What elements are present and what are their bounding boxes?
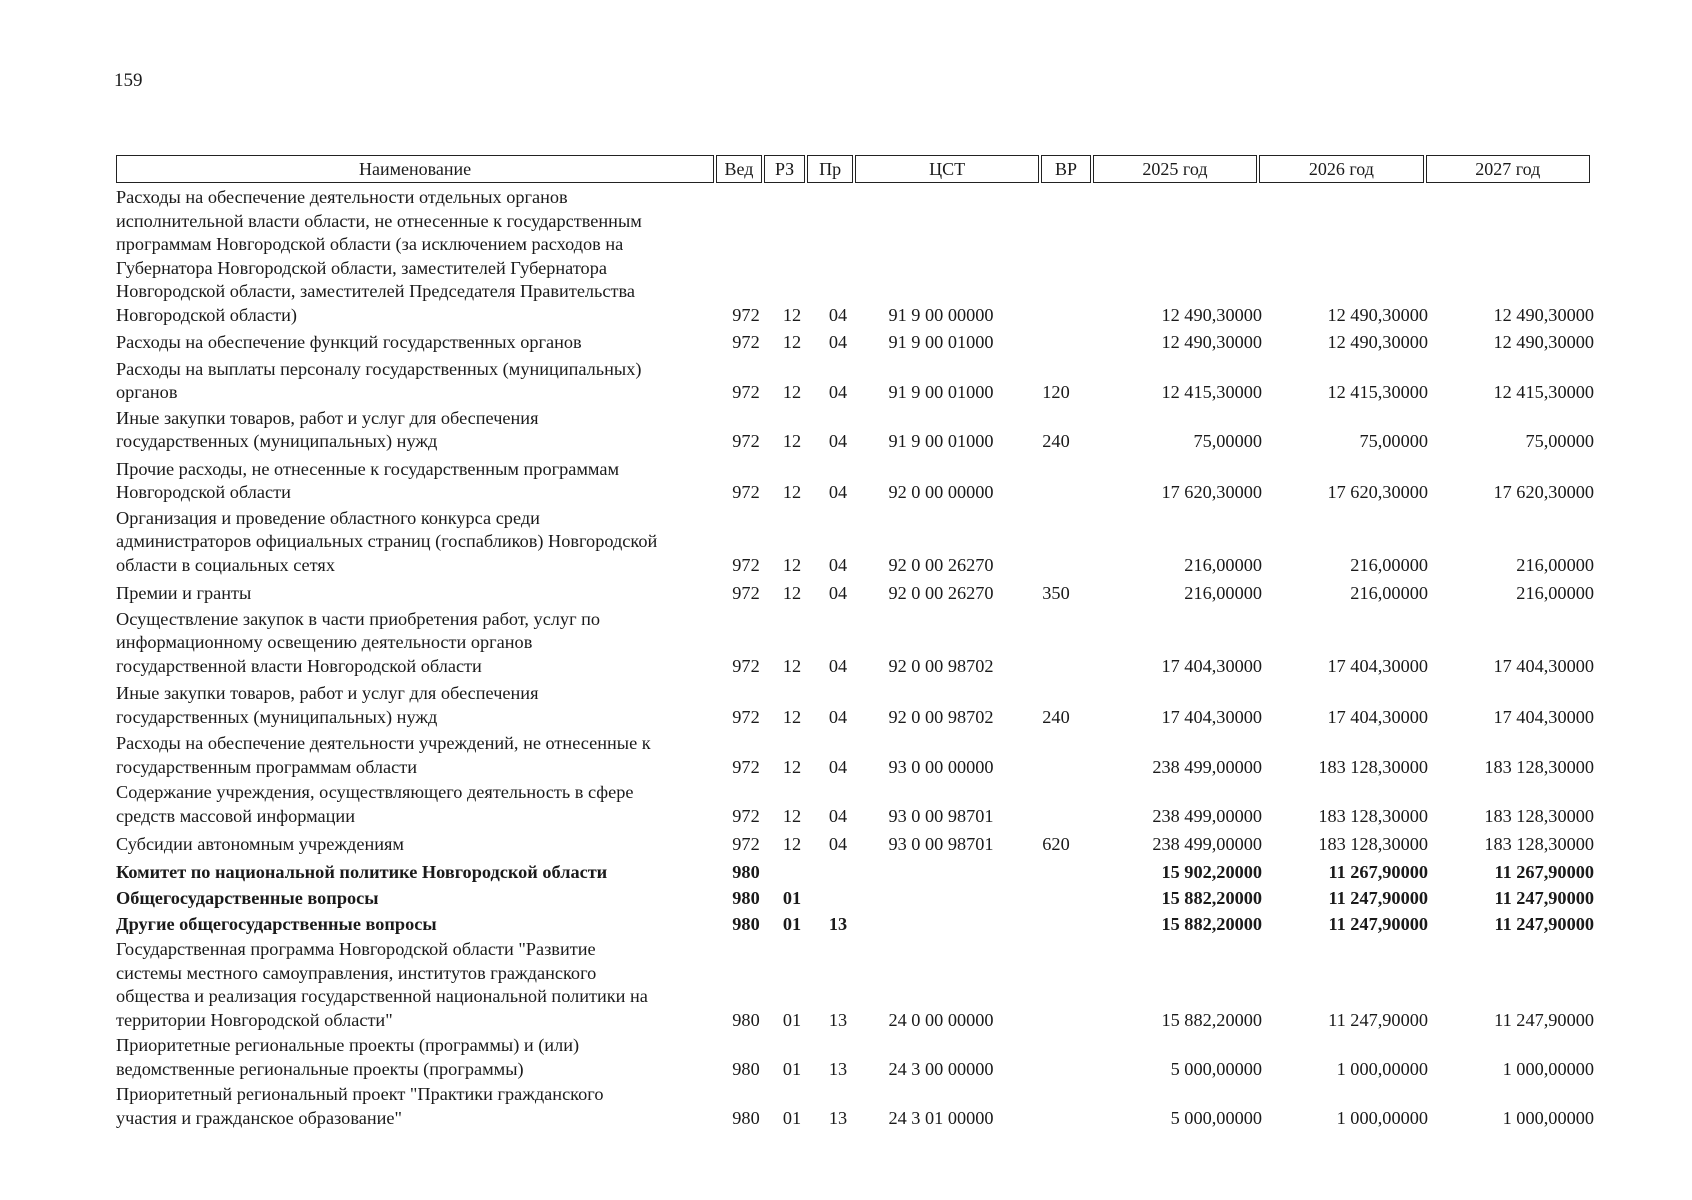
cell-2026: 183 128,30000 [1318,756,1428,777]
cell-rz: 01 [782,888,802,908]
table-row [116,582,1594,606]
cell-name: Расходы на обеспечение функций государственных органов [116,332,582,352]
cell-pr: 04 [828,382,848,402]
cell-rz: 12 [782,706,802,727]
cell-cst: 93 0 00 98701 [888,805,994,826]
cell-rz: 12 [782,805,802,826]
table-row [116,887,1594,911]
cell-2027: 1 000,00000 [1502,1107,1594,1128]
cell-vr: 350 [1042,583,1070,603]
header-vr: ВР [1041,155,1091,183]
cell-rz: 12 [782,304,802,325]
cell-cst: 92 0 00 98702 [888,655,994,676]
cell-2025: 238 499,00000 [1152,834,1262,854]
cell-cst: 92 0 00 26270 [888,583,994,603]
header-cst: ЦСТ [855,155,1039,183]
header-2026: 2026 год [1259,155,1423,183]
cell-rz: 01 [782,1058,802,1079]
cell-pr: 13 [828,1107,848,1128]
cell-2026: 1 000,00000 [1336,1058,1428,1079]
table-row [116,1083,1594,1130]
header-2025: 2025 год [1093,155,1257,183]
cell-2025: 15 882,20000 [1161,913,1262,934]
cell-2025: 238 499,00000 [1152,805,1262,826]
cell-ved: 972 [732,805,760,826]
cell-cst: 93 0 00 98701 [888,834,994,854]
cell-ved: 972 [732,655,760,676]
cell-ved: 972 [732,706,760,727]
cell-cst: 92 0 00 98702 [888,706,994,727]
cell-cst: 24 3 01 00000 [888,1107,994,1128]
cell-2025: 12 490,30000 [1161,304,1262,325]
cell-rz: 12 [782,382,802,402]
page-number: 159 [114,70,143,91]
cell-ved: 980 [732,1058,760,1079]
cell-name: Государственная программа Новгородской области "Развитие системы местного самоуправления, институтов гражданского общества и реализация государственной национальной политики на территории Новгородской области" [116,939,648,1030]
cell-pr: 13 [828,913,848,934]
cell-cst: 91 9 00 00000 [888,304,994,325]
cell-2025: 238 499,00000 [1152,756,1262,777]
cell-2025: 216,00000 [1184,554,1262,575]
table-row [116,331,1594,355]
cell-rz: 01 [782,1009,802,1030]
cell-vr: 120 [1042,382,1070,402]
cell-ved: 980 [732,1009,760,1030]
cell-ved: 972 [732,834,760,854]
cell-pr: 04 [828,554,848,575]
header-ved: Вед [716,155,762,183]
cell-name: Премии и гранты [116,583,252,603]
header-pr: Пр [807,155,853,183]
cell-2027: 1 000,00000 [1502,1058,1594,1079]
cell-name: Другие общегосударственные вопросы [116,913,437,934]
cell-2027: 12 490,30000 [1493,304,1594,325]
cell-pr: 13 [828,1009,848,1030]
cell-2027: 17 404,30000 [1493,706,1594,727]
header-rz: РЗ [764,155,806,183]
cell-name: Субсидии автономным учреждениям [116,834,404,854]
cell-2026: 11 247,90000 [1328,913,1428,934]
cell-rz: 12 [782,583,802,603]
cell-rz: 12 [782,554,802,575]
table-row [116,833,1594,857]
cell-2026: 75,00000 [1359,431,1428,451]
cell-2027: 216,00000 [1516,554,1594,575]
cell-name: Приоритетный региональный проект "Практики гражданского участия и гражданское образование" [116,1084,604,1128]
table-row [116,407,1594,454]
cell-2027: 183 128,30000 [1484,805,1594,826]
cell-ved: 972 [732,482,760,502]
table-header [116,155,1590,183]
cell-cst: 91 9 00 01000 [888,332,994,352]
cell-name: Общегосударственные вопросы [116,888,379,908]
cell-cst: 24 0 00 00000 [888,1009,994,1030]
cell-2027: 12 490,30000 [1493,332,1594,352]
cell-2027: 183 128,30000 [1484,756,1594,777]
cell-pr: 04 [828,482,848,502]
cell-cst: 92 0 00 00000 [888,482,994,502]
cell-2026: 12 490,30000 [1327,332,1428,352]
cell-name: Расходы на выплаты персоналу государственных (муниципальных) органов [116,358,642,402]
cell-2025: 5 000,00000 [1170,1107,1262,1128]
cell-cst: 91 9 00 01000 [888,382,994,402]
cell-cst: 91 9 00 01000 [888,431,994,451]
cell-ved: 972 [732,583,760,603]
cell-name: Комитет по национальной политике Новгородской области [116,861,608,882]
cell-ved: 980 [732,913,760,934]
cell-2026: 12 490,30000 [1327,304,1428,325]
table-row [116,1034,1594,1081]
cell-2026: 216,00000 [1350,583,1428,603]
cell-2027: 12 415,30000 [1493,382,1594,402]
cell-2027: 11 247,90000 [1494,913,1594,934]
cell-2027: 11 247,90000 [1494,1009,1594,1030]
cell-name: Расходы на обеспечение деятельности отдельных органов исполнительной власти области, не отнесенные к государственным программам Новгородской области (за исключением расходов на Губернатора Новгородской области, заместителей Губернатора Новгородской области, заместителей Председателя Правительства Новгородской области) [116,187,642,325]
table-row [116,682,1594,729]
cell-ved: 972 [732,304,760,325]
table-row [116,608,1594,679]
table-row [116,781,1594,828]
cell-ved: 972 [732,431,760,451]
cell-rz: 12 [782,482,802,502]
header-name: Наименование [116,155,714,183]
table-row [116,186,1594,327]
cell-2027: 75,00000 [1525,431,1594,451]
cell-pr: 04 [828,431,848,451]
header-2027: 2027 год [1426,155,1590,183]
cell-2025: 75,00000 [1193,431,1262,451]
cell-2026: 11 267,90000 [1328,861,1428,882]
cell-pr: 04 [828,834,848,854]
cell-rz: 12 [782,834,802,854]
cell-pr: 04 [828,332,848,352]
cell-rz: 12 [782,431,802,451]
cell-cst: 92 0 00 26270 [888,554,994,575]
cell-name: Расходы на обеспечение деятельности учреждений, не отнесенные к государственным программам области [116,733,651,777]
cell-2027: 11 267,90000 [1494,861,1594,882]
cell-vr: 620 [1042,834,1070,854]
table-row [116,507,1594,578]
cell-vr: 240 [1042,706,1070,727]
cell-2026: 11 247,90000 [1328,888,1428,908]
cell-ved: 980 [732,888,760,908]
cell-2025: 17 404,30000 [1161,706,1262,727]
cell-2025: 17 404,30000 [1161,655,1262,676]
table-row [116,913,1594,937]
cell-2025: 15 902,20000 [1161,861,1262,882]
cell-2026: 1 000,00000 [1336,1107,1428,1128]
cell-2026: 183 128,30000 [1318,805,1428,826]
cell-pr: 04 [828,655,848,676]
cell-name: Иные закупки товаров, работ и услуг для обеспечения государственных (муниципальных) нужд [116,407,539,451]
cell-ved: 980 [732,1107,760,1128]
cell-2025: 216,00000 [1184,583,1262,603]
cell-name: Прочие расходы, не отнесенные к государственным программам Новгородской области [116,458,620,502]
cell-name: Иные закупки товаров, работ и услуг для обеспечения государственных (муниципальных) нужд [116,683,539,727]
cell-2026: 216,00000 [1350,554,1428,575]
cell-name: Организация и проведение областного конкурса среди администраторов официальных страниц (госпабликов) Новгородской области в социальных сетях [116,507,658,575]
cell-rz: 12 [782,756,802,777]
cell-rz: 12 [782,655,802,676]
cell-2026: 17 404,30000 [1327,706,1428,727]
cell-name: Содержание учреждения, осуществляющего деятельность в сфере средств массовой информации [116,782,634,826]
cell-2026: 11 247,90000 [1328,1009,1428,1030]
cell-2026: 17 404,30000 [1327,655,1428,676]
table-row [116,358,1594,405]
cell-pr: 04 [828,756,848,777]
cell-pr: 04 [828,304,848,325]
cell-2027: 183 128,30000 [1484,834,1594,854]
cell-cst: 93 0 00 00000 [888,756,994,777]
cell-2025: 5 000,00000 [1170,1058,1262,1079]
table-body [116,186,1594,1130]
cell-ved: 972 [732,554,760,575]
table-row [116,458,1594,505]
cell-2025: 12 415,30000 [1161,382,1262,402]
cell-rz: 01 [782,1107,802,1128]
cell-2025: 15 882,20000 [1161,1009,1262,1030]
cell-2027: 216,00000 [1516,583,1594,603]
cell-rz: 01 [782,913,802,934]
cell-2027: 17 620,30000 [1493,482,1594,502]
table-row [116,861,1594,885]
cell-rz: 12 [782,332,802,352]
cell-pr: 04 [828,583,848,603]
cell-2026: 12 415,30000 [1327,382,1428,402]
cell-ved: 980 [732,861,760,882]
cell-pr: 04 [828,805,848,826]
table-row [116,732,1594,779]
cell-2025: 15 882,20000 [1161,888,1262,908]
cell-2027: 11 247,90000 [1494,888,1594,908]
cell-2025: 17 620,30000 [1161,482,1262,502]
cell-2025: 12 490,30000 [1161,332,1262,352]
cell-2027: 17 404,30000 [1493,655,1594,676]
cell-2026: 183 128,30000 [1318,834,1428,854]
cell-pr: 04 [828,706,848,727]
cell-cst: 24 3 00 00000 [888,1058,994,1079]
table-row [116,938,1594,1032]
cell-vr: 240 [1042,431,1070,451]
cell-pr: 13 [828,1058,848,1079]
cell-ved: 972 [732,332,760,352]
cell-name: Приоритетные региональные проекты (программы) и (или) ведомственные региональные проекты (программы) [116,1035,580,1079]
cell-2026: 17 620,30000 [1327,482,1428,502]
cell-ved: 972 [732,756,760,777]
cell-name: Осуществление закупок в части приобретения работ, услуг по информационному освещению деятельности органов государственной власти Новгородской области [116,608,601,676]
cell-ved: 972 [732,382,760,402]
